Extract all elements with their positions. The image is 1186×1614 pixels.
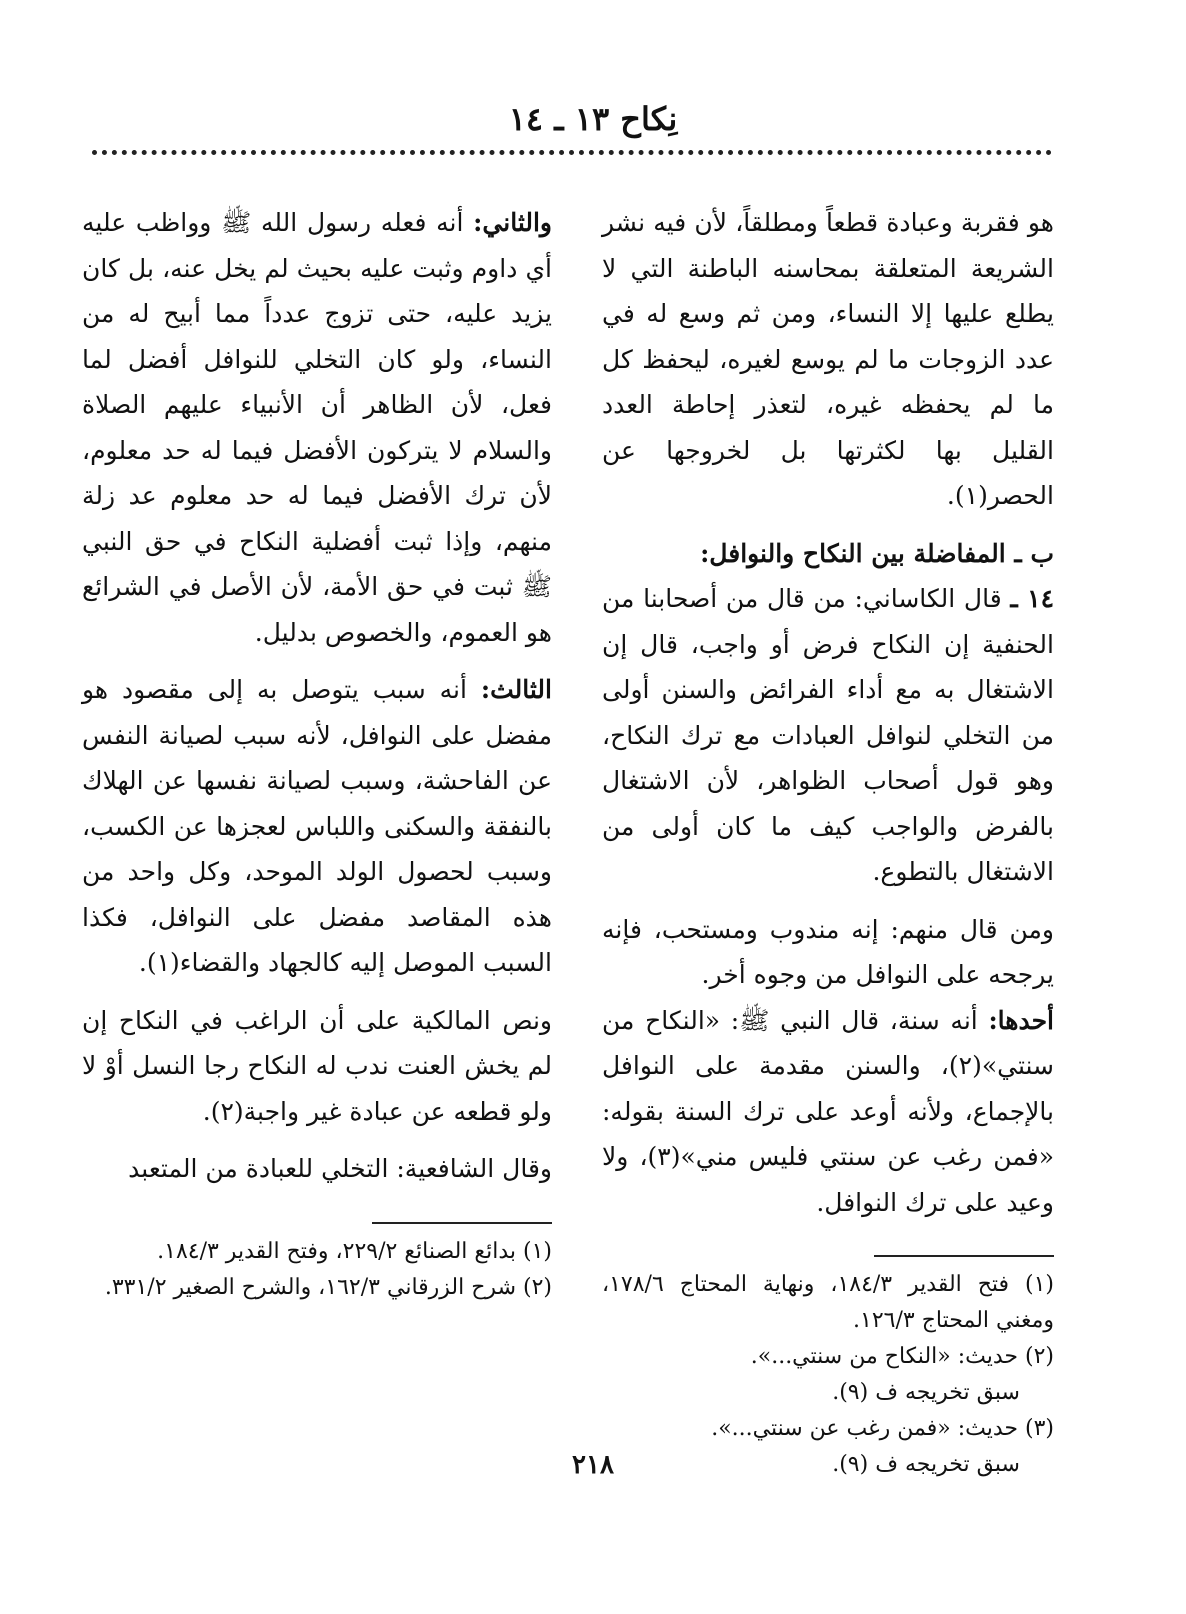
page-header-title: نِكاح ١٣ ـ ١٤ xyxy=(508,100,678,138)
paragraph-lead: أحدها: xyxy=(988,1005,1055,1035)
right-paragraph-4 xyxy=(602,998,1054,1226)
right-column xyxy=(602,200,1054,1483)
paragraph-number: ١٤ ـ xyxy=(1010,584,1054,613)
right-paragraph-4-text: أنه سنة، قال النبي ﷺ: «النكاح من سنتي»(٢)، والسنن مقدمة على النوافل بالإجماع، ولأنه أوعد على ترك السنة بقوله: «فمن رغب عن سنتي فليس مني»(٣)، ولا وعيد على ترك النوافل. xyxy=(602,1005,1054,1217)
right-paragraph-1: هو فقربة وعبادة قطعاً ومطلقاً، لأن فيه نشر الشريعة المتعلقة بمحاسنه الباطنة التي لا يطلع عليها إلا النساء، ومن ثم وسع له في عدد الزوجات ما لم يوسع لغيره، ليحفظ كل ما لم يحفظه غيره، لتعذر إحاطة العدد القليل بها لكثرتها بل لخروجها عن الحصر(١). xyxy=(602,208,1054,510)
paragraph-lead: والثاني: xyxy=(473,208,552,237)
footnote-right-2-source: سبق تخريجه ف (٩). xyxy=(832,1380,1020,1405)
footnote-right-1: (١) فتح القدير ١٨٤/٣، ونهاية المحتاج ١٧٨/٦، ومغني المحتاج ١٢٦/٣. xyxy=(602,1272,1054,1333)
right-paragraph-2 xyxy=(602,576,1054,895)
left-column xyxy=(82,200,552,1306)
footnote-rule-right xyxy=(874,1255,1054,1257)
left-paragraph-4: وقال الشافعية: التخلي للعبادة من المتعبد xyxy=(128,1154,552,1183)
left-paragraph-2 xyxy=(82,667,552,986)
footnote-right-3: (٣) حديث: «فمن رغب عن سنتي...». xyxy=(711,1416,1054,1441)
footnote-right-2: (٢) حديث: «النكاح من سنتي...». xyxy=(750,1344,1054,1369)
section-heading: ب ـ المفاضلة بين النكاح والنوافل: xyxy=(700,538,1054,568)
footnote-left-2: (٢) شرح الزرقاني ١٦٢/٣، والشرح الصغير ٣٣١/٢. xyxy=(104,1274,552,1300)
paragraph-lead: الثالث: xyxy=(480,675,552,704)
footnote-right-3-source: سبق تخريجه ف (٩). xyxy=(832,1452,1020,1477)
footnote-left-1: (١) بدائع الصنائع ٢٢٩/٢، وفتح القدير ١٨٤/٣. xyxy=(157,1238,552,1264)
left-paragraph-2-text: أنه سبب يتوصل به إلى مقصود هو مفضل على النوافل، لأنه سبب لصيانة النفس عن الفاحشة، وسبب لصيانة نفسها عن الهلاك بالنفقة والسكنى واللباس لعجزها عن الكسب، وسبب لحصول الولد الموحد، وكل واحد من هذه المقاصد مفضل على النوافل، فكذا السبب الموصل إليه كالجهاد والقضاء(١). xyxy=(82,675,552,977)
footnote-rule-left xyxy=(372,1222,552,1224)
header-dotted-rule xyxy=(92,150,1052,155)
right-paragraph-2-text: قال الكاساني: من قال من أصحابنا من الحنفية إن النكاح فرض أو واجب، قال إن الاشتغال به مع أداء الفرائض والسنن أولى من التخلي لنوافل العبادات مع ترك النكاح، وهو قول أصحاب الظواهر، لأن الاشتغال بالفرض والواجب كيف ما كان أولى من الاشتغال بالتطوع. xyxy=(602,584,1054,886)
left-paragraph-1-text: أنه فعله رسول الله ﷺ وواظب عليه أي داوم وثبت عليه بحيث لم يخل عنه، بل كان يزيد عليه، حتى تزوج عدداً مما أبيح له من النساء، ولو كان التخلي للنوافل أفضل لما فعل، لأن الظاهر أن الأنبياء عليهم الصلاة والسلام لا يتركون الأفضل فيما له حد معلوم، لأن ترك الأفضل فيما له حد معلوم عد زلة منهم، وإذا ثبت أفضلية النكاح في حق النبي ﷺ ثبت في حق الأمة، لأن الأصل في الشرائع هو العموم، والخصوص بدليل. xyxy=(82,208,552,647)
left-paragraph-3: ونص المالكية على أن الراغب في النكاح إن لم يخش العنت ندب له النكاح رجا النسل أوْ لا ولو قطعه عن عبادة غير واجبة(٢). xyxy=(82,1005,552,1126)
left-paragraph-1 xyxy=(82,200,552,655)
page-number: ٢١٨ xyxy=(572,1450,614,1480)
right-paragraph-3: ومن قال منهم: إنه مندوب ومستحب، فإنه يرجحه على النوافل من وجوه أخر. xyxy=(602,914,1054,989)
